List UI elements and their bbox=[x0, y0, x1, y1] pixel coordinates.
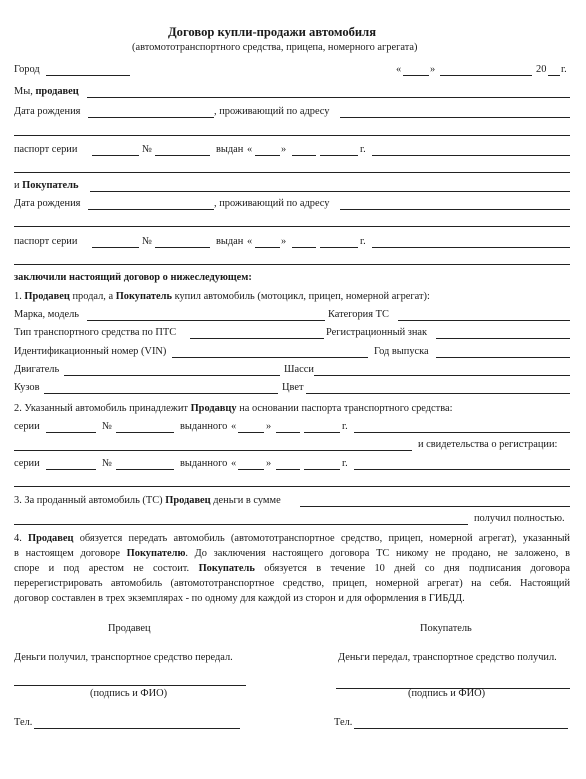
pts-series-label: серии bbox=[14, 421, 40, 432]
buyer-tel-label: Тел. bbox=[334, 717, 353, 728]
date-year-prefix: 20 bbox=[536, 64, 547, 75]
buyer-tel-field[interactable] bbox=[354, 728, 568, 729]
cert-series-field[interactable] bbox=[46, 469, 96, 470]
page-title: Договор купли-продажи автомобиля bbox=[168, 25, 377, 39]
buyer-address-field[interactable] bbox=[340, 209, 570, 210]
buyer-passport-series-field[interactable] bbox=[92, 247, 139, 248]
date-year-field[interactable] bbox=[548, 75, 560, 76]
date-year-suffix: г. bbox=[561, 64, 567, 75]
buyer-issued-label: выдан bbox=[216, 236, 244, 247]
body-field[interactable] bbox=[44, 393, 278, 394]
received-fully-label: получил полностью. bbox=[474, 513, 565, 524]
pts-quote-close: » bbox=[266, 421, 272, 432]
cert-num-field[interactable] bbox=[116, 469, 174, 470]
seller-issued-day-field[interactable] bbox=[255, 155, 280, 156]
pts-issued-by-field[interactable] bbox=[354, 432, 570, 433]
make-model-field[interactable] bbox=[87, 320, 325, 321]
category-label: Категория ТС bbox=[328, 309, 389, 320]
seller-address-label: , проживающий по адресу bbox=[214, 106, 330, 117]
price-field[interactable] bbox=[300, 506, 570, 507]
chassis-field[interactable] bbox=[314, 375, 570, 376]
clause-4-line-2: в настоящем договоре Покупателю. До заключения настоящего договора ТС никому не продано, не заложено, в bbox=[14, 548, 570, 559]
year-field[interactable] bbox=[436, 357, 570, 358]
cert-quote-close: » bbox=[266, 458, 272, 469]
pts-num-field[interactable] bbox=[116, 432, 174, 433]
clause-3-heading: 3. За проданный автомобиль (ТС) Продавец деньги в сумме bbox=[14, 495, 281, 506]
buyer-issued-g: г. bbox=[360, 236, 366, 247]
seller-issued-label: выдан bbox=[216, 144, 244, 155]
pts-month-field[interactable] bbox=[276, 432, 300, 433]
seller-name-field[interactable] bbox=[87, 97, 570, 98]
buyer-issued-day-field[interactable] bbox=[255, 247, 280, 248]
seller-tel-label: Тел. bbox=[14, 717, 33, 728]
cert-series-label: серии bbox=[14, 458, 40, 469]
seller-passport-label: паспорт серии bbox=[14, 144, 78, 155]
seller-birth-label: Дата рождения bbox=[14, 106, 81, 117]
seller-money-note: Деньги получил, транспортное средство передал. bbox=[14, 652, 233, 663]
buyer-address-field-2[interactable] bbox=[14, 226, 570, 227]
buyer-issued-by-field-2[interactable] bbox=[14, 264, 570, 265]
buyer-name-field[interactable] bbox=[90, 191, 570, 192]
pts-issued-by-field-2[interactable] bbox=[14, 450, 412, 451]
buyer-issued-by-field[interactable] bbox=[372, 247, 570, 248]
date-quote-close: » bbox=[430, 64, 436, 75]
pts-day-field[interactable] bbox=[238, 432, 264, 433]
engine-field[interactable] bbox=[64, 375, 280, 376]
clause-2-heading: 2. Указанный автомобиль принадлежит Продавцу на основании паспорта транспортного средства: bbox=[14, 403, 453, 414]
seller-signature-field[interactable] bbox=[14, 685, 246, 686]
date-quote-open: « bbox=[396, 64, 402, 75]
engine-label: Двигатель bbox=[14, 364, 60, 375]
seller-passport-series-field[interactable] bbox=[92, 155, 139, 156]
seller-issued-by-field[interactable] bbox=[372, 155, 570, 156]
pts-quote-open: « bbox=[231, 421, 237, 432]
reg-sign-field[interactable] bbox=[436, 338, 570, 339]
clause-1-heading: 1. Продавец продал, а Покупатель купил автомобиль (мотоцикл, прицеп, номерной агрегат): bbox=[14, 291, 430, 302]
body-label: Кузов bbox=[14, 382, 40, 393]
seller-passport-num-sign: № bbox=[142, 144, 152, 155]
pts-series-field[interactable] bbox=[46, 432, 96, 433]
clause-4-line-5: договор составлен в трех экземплярах - по одному для каждой из сторон и для оформления в ГИБДД. bbox=[14, 593, 465, 604]
buyer-signature-heading: Покупатель bbox=[420, 623, 472, 634]
clause-4-line-4: перерегистрировать автомобиль (автомототранспортное средство, прицеп, номерной агрегат) на себя. Настоящий bbox=[14, 578, 570, 589]
cert-day-field[interactable] bbox=[238, 469, 264, 470]
cert-issued-by-field-2[interactable] bbox=[14, 486, 570, 487]
seller-intro: Мы, продавец bbox=[14, 86, 79, 97]
pts-num-sign: № bbox=[102, 421, 112, 432]
cert-year-field[interactable] bbox=[304, 469, 340, 470]
date-month-field[interactable] bbox=[440, 75, 532, 76]
pts-g: г. bbox=[342, 421, 348, 432]
vin-label: Идентификационный номер (VIN) bbox=[14, 346, 167, 357]
buyer-money-note: Деньги передал, транспортное средство получил. bbox=[338, 652, 557, 663]
seller-issued-quote-open: « bbox=[247, 144, 253, 155]
seller-issued-g: г. bbox=[360, 144, 366, 155]
agreement-intro: заключили настоящий договор о нижеследующем: bbox=[14, 272, 252, 283]
buyer-address-label: , проживающий по адресу bbox=[214, 198, 330, 209]
category-field[interactable] bbox=[398, 320, 570, 321]
buyer-intro: и Покупатель bbox=[14, 180, 79, 191]
cert-month-field[interactable] bbox=[276, 469, 300, 470]
seller-sign-hint: (подпись и ФИО) bbox=[90, 688, 168, 699]
chassis-label: Шасси bbox=[284, 364, 314, 375]
buyer-birth-field[interactable] bbox=[88, 209, 214, 210]
buyer-issued-quote-close: » bbox=[281, 236, 287, 247]
year-label: Год выпуска bbox=[374, 346, 429, 357]
buyer-issued-year-field[interactable] bbox=[320, 247, 358, 248]
reg-cert-label: и свидетельства о регистрации: bbox=[418, 439, 558, 450]
buyer-passport-label: паспорт серии bbox=[14, 236, 78, 247]
page-subtitle: (автомототранспортного средства, прицепа, номерного агрегата) bbox=[132, 42, 418, 53]
vehicle-type-label: Тип транспортного средства по ПТС bbox=[14, 327, 177, 338]
clause-4-line-3: споре и под арестом не состоит. Покупатель обязуется в течение 10 дней со дня подписания договора bbox=[14, 563, 570, 574]
seller-issued-by-field-2[interactable] bbox=[14, 172, 570, 173]
buyer-sign-hint: (подпись и ФИО) bbox=[408, 688, 486, 699]
make-model-label: Марка, модель bbox=[14, 309, 80, 320]
seller-address-field[interactable] bbox=[340, 117, 570, 118]
seller-issued-month-field[interactable] bbox=[292, 155, 316, 156]
reg-sign-label: Регистрационный знак bbox=[326, 327, 428, 338]
clause-4-line-1: 4. Продавец обязуется передать автомобиль (автомототранспортное средство, прицеп, номерной агрегат), указанный bbox=[14, 533, 570, 544]
buyer-passport-num-field[interactable] bbox=[155, 247, 210, 248]
seller-issued-year-field[interactable] bbox=[320, 155, 358, 156]
city-label: Город bbox=[14, 64, 40, 75]
seller-issued-quote-close: » bbox=[281, 144, 287, 155]
cert-quote-open: « bbox=[231, 458, 237, 469]
city-field[interactable] bbox=[46, 75, 130, 76]
cert-issued-by-field[interactable] bbox=[354, 469, 570, 470]
pts-year-field[interactable] bbox=[304, 432, 340, 433]
buyer-passport-num-sign: № bbox=[142, 236, 152, 247]
date-day-field[interactable] bbox=[403, 75, 429, 76]
seller-address-field-2[interactable] bbox=[14, 135, 570, 136]
cert-issued-label: выданного bbox=[180, 458, 228, 469]
buyer-birth-label: Дата рождения bbox=[14, 198, 81, 209]
cert-num-sign: № bbox=[102, 458, 112, 469]
vin-field[interactable] bbox=[172, 357, 368, 358]
seller-tel-field[interactable] bbox=[34, 728, 240, 729]
seller-passport-num-field[interactable] bbox=[155, 155, 210, 156]
color-field[interactable] bbox=[306, 393, 570, 394]
buyer-issued-quote-open: « bbox=[247, 236, 253, 247]
pts-issued-label: выданного bbox=[180, 421, 228, 432]
seller-birth-field[interactable] bbox=[88, 117, 214, 118]
buyer-issued-month-field[interactable] bbox=[292, 247, 316, 248]
price-words-field[interactable] bbox=[14, 524, 468, 525]
color-label: Цвет bbox=[282, 382, 304, 393]
vehicle-type-field[interactable] bbox=[190, 338, 324, 339]
cert-g: г. bbox=[342, 458, 348, 469]
seller-signature-heading: Продавец bbox=[108, 623, 151, 634]
